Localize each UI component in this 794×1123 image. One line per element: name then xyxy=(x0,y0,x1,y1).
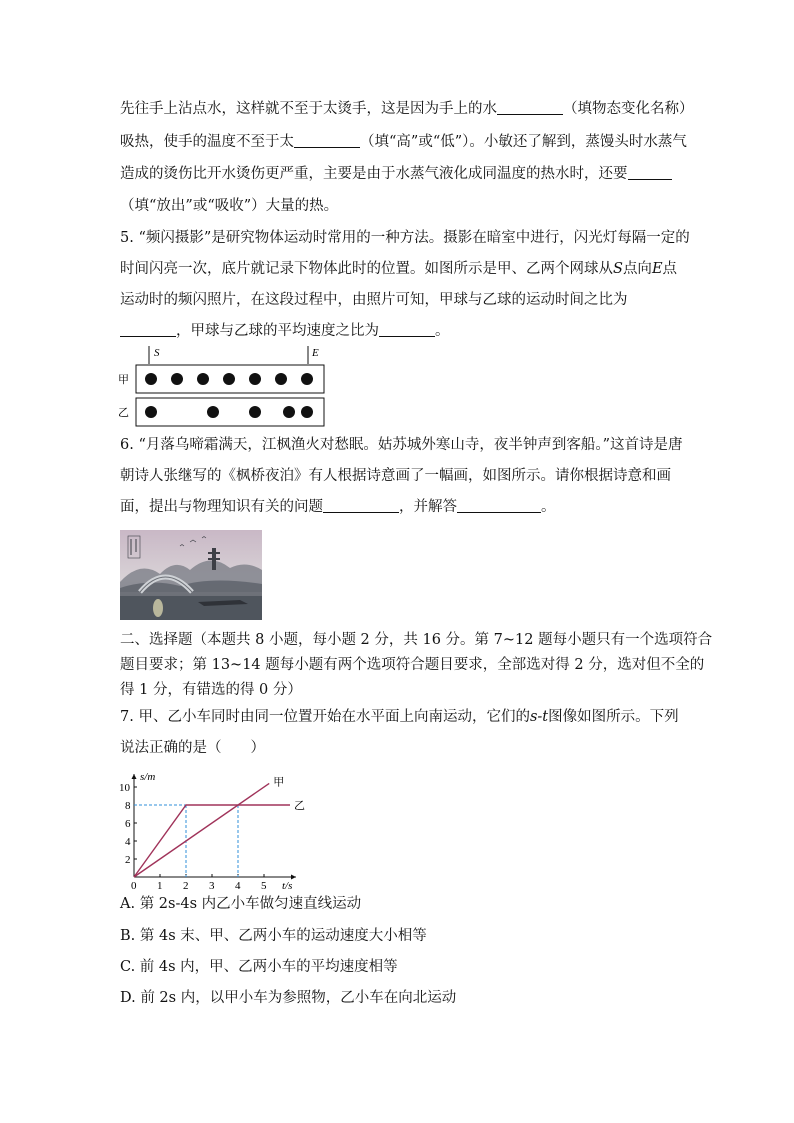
option-c[interactable] xyxy=(120,957,398,977)
series-line-yi xyxy=(134,805,290,877)
answer-blank[interactable] xyxy=(628,164,672,180)
row-yi-frame xyxy=(136,398,324,426)
point-e-label: E xyxy=(651,261,663,277)
q5-line-3 xyxy=(120,290,628,310)
q4-text: （填“放出”或“吸收”）大量的热。 xyxy=(120,198,339,214)
x-axis-label: t/s xyxy=(282,880,293,892)
ball-jia xyxy=(275,373,287,385)
q7-text: 7. 甲、乙小车同时由同一位置开始在水平面上向南运动，它们的 xyxy=(120,709,530,725)
ball-yi xyxy=(207,406,219,418)
option-d[interactable] xyxy=(120,988,456,1008)
answer-blank[interactable] xyxy=(323,497,399,513)
q5-text: 5. “频闪摄影”是研究物体运动时常用的一种方法。摄影在暗室中进行，闪光灯每隔一定的 xyxy=(120,230,690,246)
q7-text: 图像如图所示。下列 xyxy=(548,709,679,725)
q7-line-1 xyxy=(120,707,679,727)
maple-bridge-painting xyxy=(120,530,262,620)
option-d-text: D. 前 2s 内，以甲小车为参照物，乙小车在向北运动 xyxy=(120,990,457,1006)
x-tick-label: 1 xyxy=(157,880,163,892)
y-axis-arrow xyxy=(132,774,137,779)
y-axis-label: s/m xyxy=(140,771,156,783)
q5-text: ，甲球与乙球的平均速度之比为 xyxy=(176,323,379,339)
ball-jia xyxy=(171,373,183,385)
q4-line-4 xyxy=(120,196,338,216)
q6-text: 6. “月落乌啼霜满天，江枫渔火对愁眠。姑苏城外寒山寺，夜半钟声到客船。”这首诗是唐 xyxy=(120,437,683,453)
q5-text: 点向 xyxy=(622,261,652,277)
point-s-label: S xyxy=(613,261,623,277)
option-c-text: C. 前 4s 内，甲、乙两小车的平均速度相等 xyxy=(120,959,398,975)
y-tick-label: 10 xyxy=(119,782,130,794)
x-tick-label: 0 xyxy=(131,880,137,892)
option-b[interactable] xyxy=(120,926,427,946)
q6-text: 。 xyxy=(541,499,556,515)
y-tick-label: 8 xyxy=(125,800,131,812)
q6-line-3 xyxy=(120,497,556,517)
section2-line-3 xyxy=(120,680,302,700)
moon-reflection xyxy=(153,599,163,617)
answer-blank[interactable] xyxy=(120,321,176,337)
river-water xyxy=(120,596,262,620)
q5-line-1 xyxy=(120,228,690,248)
option-a-text: A. 第 2s-4s 内乙小车做匀速直线运动 xyxy=(120,896,362,912)
x-tick-label: 2 xyxy=(183,880,189,892)
q5-line-2 xyxy=(120,259,677,279)
end-label: E xyxy=(312,347,319,359)
chart-series xyxy=(134,783,290,877)
start-label: S xyxy=(154,347,160,359)
q4-text: （填“高”或“低”）。小敏还了解到，蒸馒头时水蒸气 xyxy=(360,134,687,150)
ball-jia xyxy=(249,373,261,385)
q5-text: 。 xyxy=(435,323,450,339)
answer-blank[interactable] xyxy=(457,497,541,513)
series-line-jia xyxy=(134,783,269,877)
q4-line-2 xyxy=(120,132,687,152)
q4-text: 先往手上沾点水，这样就不至于太烫手，这是因为手上的水 xyxy=(120,101,497,117)
answer-blank[interactable] xyxy=(497,99,563,115)
strobe-photo-figure xyxy=(116,344,336,432)
chart-axes xyxy=(132,774,297,880)
ball-jia xyxy=(301,373,313,385)
q6-text: ，并解答 xyxy=(399,499,457,515)
answer-blank[interactable] xyxy=(379,321,435,337)
pagoda-roof xyxy=(208,558,220,560)
row-label-jia: 甲 xyxy=(118,373,129,386)
chart-labels xyxy=(119,771,305,892)
section2-text: 得 1 分，有错选的得 0 分） xyxy=(120,682,302,698)
pagoda-roof xyxy=(208,552,220,554)
q4-text: （填物态变化名称） xyxy=(563,101,694,117)
ball-yi xyxy=(145,406,157,418)
answer-blank[interactable] xyxy=(294,132,360,148)
st-graph xyxy=(114,762,314,892)
row-label-yi: 乙 xyxy=(118,406,129,419)
q7-line-2 xyxy=(120,738,265,758)
q5-text: 时间闪亮一次，底片就记录下物体此时的位置。如图所示是甲、乙两个网球从 xyxy=(120,261,613,277)
q5-text: 运动时的频闪照片，在这段过程中，由照片可知，甲球与乙球的运动时间之比为 xyxy=(120,292,628,308)
q7-text: 说法正确的是（ ） xyxy=(120,740,265,756)
x-tick-label: 4 xyxy=(235,880,241,892)
st-term: s-t xyxy=(529,709,549,725)
q4-line-3 xyxy=(120,164,672,184)
option-b-text: B. 第 4s 末、甲、乙两小车的运动速度大小相等 xyxy=(120,928,427,944)
y-tick-label: 6 xyxy=(125,818,131,830)
ball-jia xyxy=(145,373,157,385)
section2-line-2 xyxy=(120,655,704,675)
ball-jia xyxy=(223,373,235,385)
q6-line-1 xyxy=(120,435,683,455)
x-tick-label: 5 xyxy=(261,880,267,892)
section2-text: 题目要求；第 13~14 题每小题有两个选项符合题目要求，全部选对得 2 分，选对但不全的 xyxy=(120,657,705,673)
q5-text: 点 xyxy=(662,261,678,277)
ball-jia xyxy=(197,373,209,385)
q6-line-2 xyxy=(120,466,671,486)
q4-text: 吸热，使手的温度不至于太 xyxy=(120,134,294,150)
x-tick-label: 3 xyxy=(209,880,215,892)
q4-text: 造成的烫伤比开水烫伤更严重，主要是由于水蒸气液化成同温度的热水时，还要 xyxy=(120,166,628,182)
q6-text: 朝诗人张继写的《枫桥夜泊》有人根据诗意画了一幅画，如图所示。请你根据诗意和画 xyxy=(120,468,671,484)
section2-text: 二、选择题（本题共 8 小题，每小题 2 分，共 16 分。第 7~12 题每小题只有一个选项符合 xyxy=(120,632,713,648)
q4-line-1 xyxy=(120,99,694,119)
q6-text: 面，提出与物理知识有关的问题 xyxy=(120,499,323,515)
series-label-yi: 乙 xyxy=(294,799,305,812)
q5-line-4 xyxy=(120,321,450,341)
x-axis-arrow xyxy=(291,875,296,880)
option-a[interactable] xyxy=(120,894,361,914)
series-label-jia: 甲 xyxy=(273,775,285,789)
section2-line-1 xyxy=(120,630,712,650)
y-tick-label: 2 xyxy=(125,854,131,866)
ball-yi xyxy=(301,406,313,418)
ball-yi xyxy=(283,406,295,418)
ball-yi xyxy=(249,406,261,418)
y-tick-label: 4 xyxy=(125,836,131,848)
